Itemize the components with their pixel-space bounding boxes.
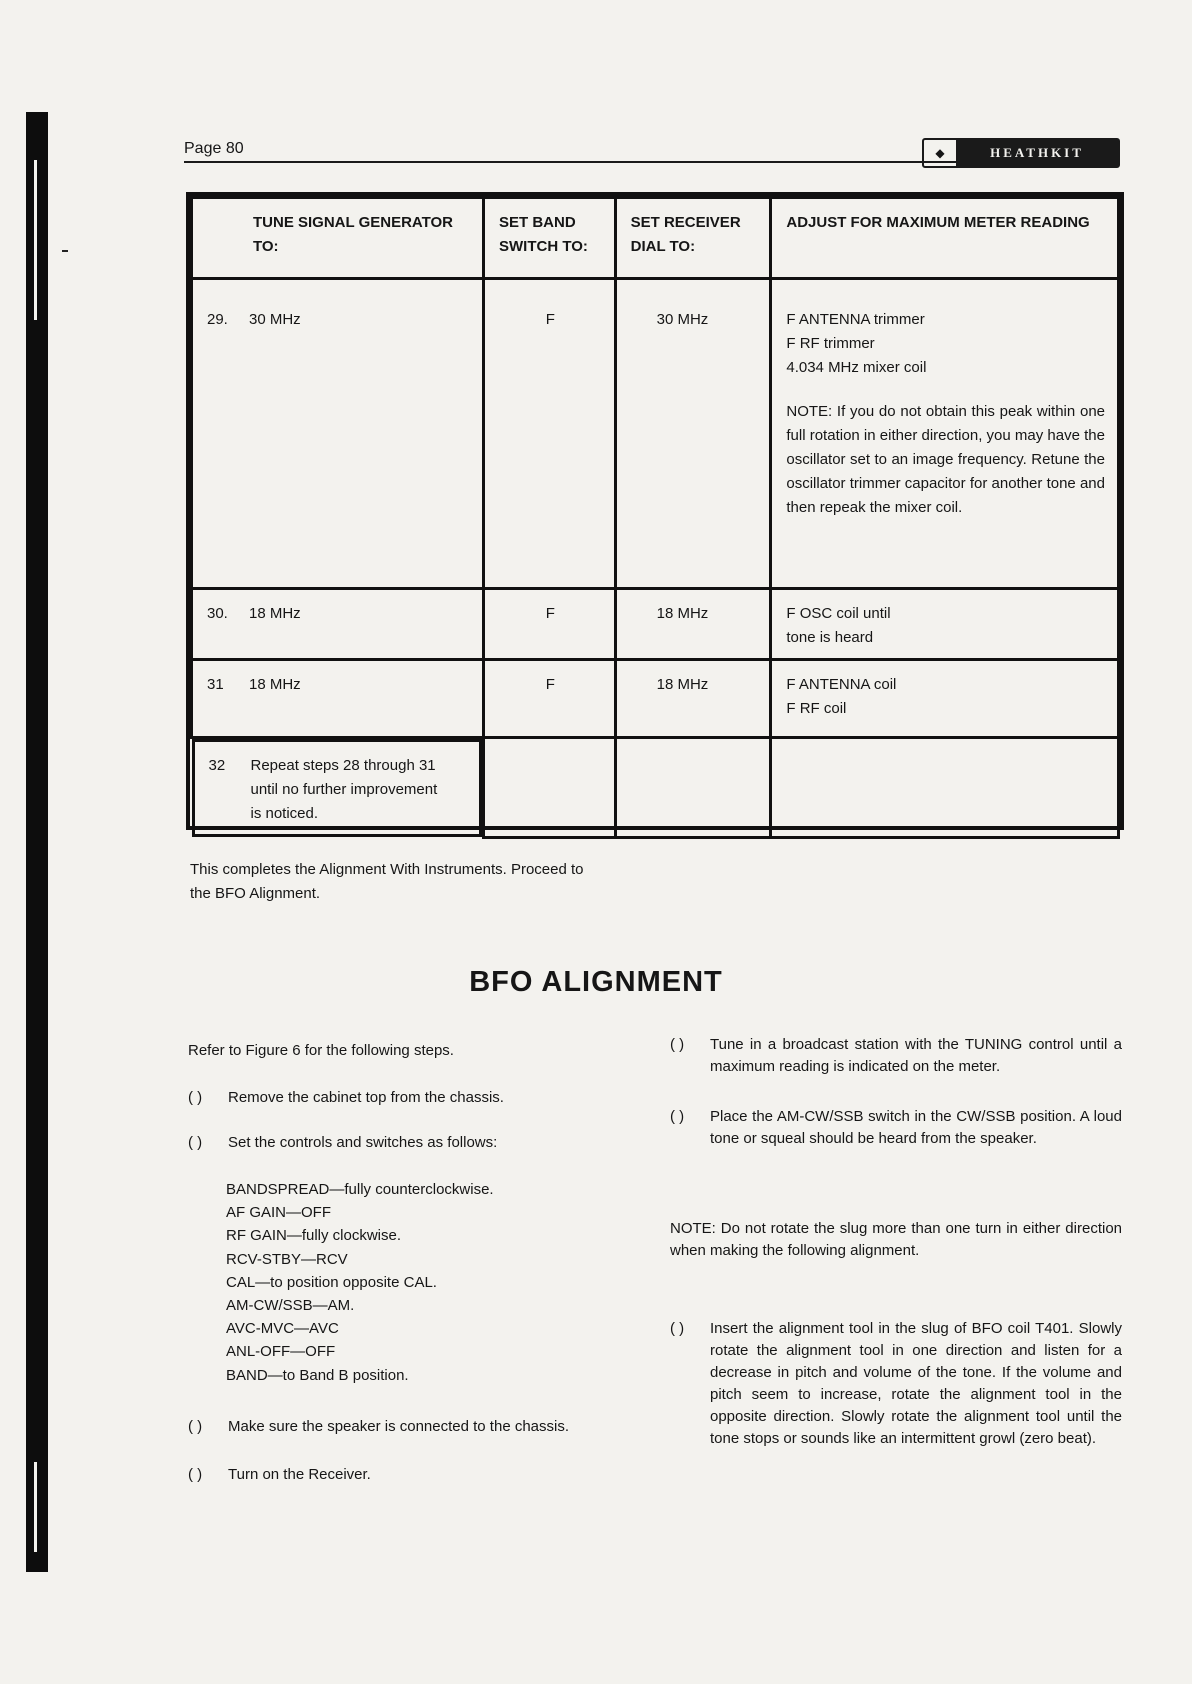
list-item: ( ) Tune in a broadcast station with the TUNING control until a maximum reading is indicated on the meter. [670, 1034, 1122, 1078]
cell-adjust [771, 660, 1119, 738]
table-row [192, 738, 1119, 838]
cell-tune [192, 589, 484, 660]
step-number: 31 [207, 676, 224, 693]
setting-item: AM-CW/SSB—AM. [226, 1297, 355, 1315]
intro-text: Refer to Figure 6 for the following steps. [188, 1042, 454, 1059]
adjust-item: F ANTENNA trimmer [786, 311, 925, 328]
table-row [192, 279, 1119, 589]
setting-item: AF GAIN—OFF [226, 1204, 331, 1222]
caution-note: NOTE: Do not rotate the slug more than one turn in either direction when making the following alignment. [670, 1220, 1122, 1259]
settings-list [226, 1178, 666, 1387]
adjust-item: F ANTENNA coil [786, 676, 897, 693]
cell-adjust [771, 279, 1119, 589]
cell-tune [192, 279, 484, 589]
list-item: ( ) Make sure the speaker is connected to the chassis. [188, 1416, 668, 1438]
column-header-tune: TUNE SIGNAL GENERATOR TO: [192, 198, 484, 279]
setting-item: BANDSPREAD—fully counterclockwise. [226, 1181, 494, 1198]
header-rule [184, 161, 1114, 163]
cell-tune [192, 660, 484, 738]
list-item: ( ) Insert the alignment tool in the slug of BFO coil T401. Slowly rotate the alignment tool in one direction and listen for a decrease in pitch and volume of the tone. If the volume and pitch seem to increase, rotate the alignment tool in the opposite direction. Slowly rotate the alignment tool until the tone stops or sounds like an intermittent growl (zero beat). [670, 1318, 1122, 1450]
setting-item: AVC-MVC—AVC [226, 1320, 339, 1338]
tune-value: Repeat steps 28 through 31 until no further improvement is noticed. [250, 757, 438, 822]
adjust-item: F RF trimmer [786, 335, 875, 352]
cell-dial [615, 738, 771, 838]
adjust-item: tone is heard [786, 629, 874, 646]
tune-value: 30 MHz [249, 311, 301, 328]
adjust-note: NOTE: If you do not obtain this peak within one full rotation in either direction, you may have the oscillator set to an image frequency. Retune the oscillator trimmer capacitor for another tone and then repeak the mixer coil. [786, 403, 1105, 516]
list-item: ( ) Remove the cabinet top from the chassis. [188, 1087, 668, 1109]
setting-item: RF GAIN—fully clockwise. [226, 1227, 402, 1245]
cell-tune [192, 739, 483, 837]
step-number: 30. [207, 605, 228, 622]
list-item: ( ) Turn on the Receiver. [188, 1464, 668, 1486]
table-row [192, 660, 1119, 738]
setting-item: CAL—to position opposite CAL. [226, 1273, 437, 1291]
completion-text: This completes the Alignment With Instruments. Proceed to the BFO Alignment. [190, 861, 584, 902]
step-number: 29. [207, 311, 228, 328]
tune-value: 18 MHz [249, 676, 301, 693]
adjust-item: 4.034 MHz mixer coil [786, 359, 927, 376]
list-item: ( ) Set the controls and switches as follows: [188, 1132, 668, 1154]
list-item: ( ) Place the AM-CW/SSB switch in the CW/SSB position. A loud tone or squeal should be heard from the speaker. [670, 1106, 1122, 1150]
adjust-item: F RF coil [786, 700, 847, 717]
cell-band: F [484, 279, 616, 589]
tune-value: 18 MHz [249, 605, 301, 622]
heathkit-logo-icon: ◆ [935, 146, 945, 160]
setting-item: RCV-STBY—RCV [226, 1250, 348, 1268]
checkbox-mark[interactable]: ( ) [188, 1089, 203, 1106]
cell-band: F [484, 589, 616, 660]
column-header-band: SET BAND SWITCH TO: [484, 198, 616, 279]
table-header-row [192, 198, 1119, 279]
brand-name: HEATHKIT [956, 140, 1118, 166]
checkbox-mark[interactable]: ( ) [188, 1418, 203, 1435]
cell-dial: 30 MHz [615, 279, 771, 589]
setting-item: BAND—to Band B position. [226, 1366, 409, 1384]
cell-adjust [771, 589, 1119, 660]
column-header-dial: SET RECEIVER DIAL TO: [615, 198, 771, 279]
scan-mark [62, 250, 68, 252]
cell-band: F [484, 660, 616, 738]
checkbox-mark[interactable]: ( ) [670, 1108, 685, 1125]
checkbox-mark[interactable]: ( ) [188, 1134, 203, 1151]
cell-dial: 18 MHz [615, 660, 771, 738]
cell-band [484, 738, 616, 838]
page-binding-edge [26, 112, 48, 1572]
cell-adjust [771, 738, 1119, 838]
column-header-adjust: ADJUST FOR MAXIMUM METER READING [771, 198, 1119, 279]
alignment-table [186, 192, 1124, 830]
brand-logo [922, 138, 1120, 168]
cell-dial: 18 MHz [615, 589, 771, 660]
page-number: Page 80 [184, 140, 244, 157]
checkbox-mark[interactable]: ( ) [188, 1466, 203, 1483]
step-number: 32 [208, 757, 226, 774]
adjust-item: F OSC coil until [786, 605, 891, 622]
table-row [192, 589, 1119, 660]
checkbox-mark[interactable]: ( ) [670, 1320, 685, 1337]
checkbox-mark[interactable]: ( ) [670, 1036, 685, 1053]
section-title: BFO ALIGNMENT [469, 966, 723, 998]
setting-item: ANL-OFF—OFF [226, 1343, 336, 1361]
